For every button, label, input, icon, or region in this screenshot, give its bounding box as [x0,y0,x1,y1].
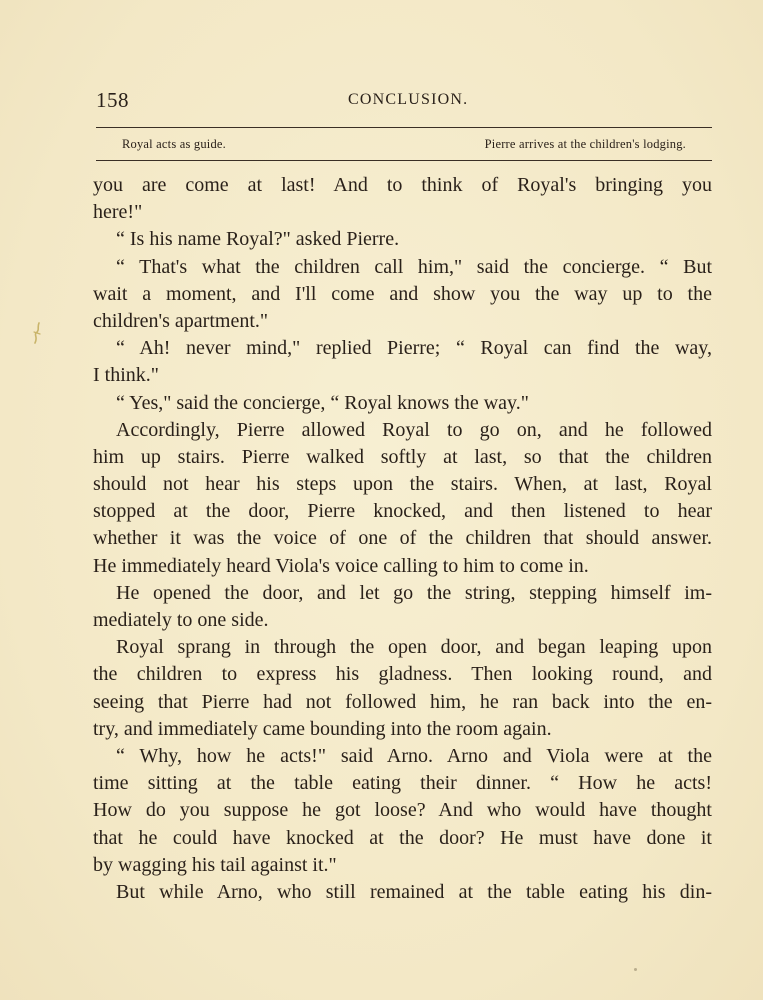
sidenote-left: Royal acts as guide. [122,137,226,151]
text-line: Accordingly, Pierre allowed Royal to go on, and he followed [116,418,712,441]
text-line: mediately to one side. [93,609,269,631]
chapter-title: CONCLUSION. [348,91,469,108]
text-line: “ Is his name Royal?" asked Pierre. [116,228,400,251]
text-line: stopped at the door, Pierre knocked, and then listened to hear [93,500,712,523]
text-line: But while Arno, who still remained at the table eating his din- [116,880,712,903]
text-line: try, and immediately came bounding into the room again. [93,717,552,740]
text-line: time sitting at the table eating their dinner. “ How he acts! [93,772,712,795]
text-line: you are come at last! And to think of Royal's bringing you [93,174,712,196]
header-rule-bottom [96,160,712,161]
text-line: “ Ah! never mind," replied Pierre; “ Royal can find the way, [116,337,712,360]
text-line: should not hear his steps upon the stairs. When, at last, Royal [93,473,712,496]
sidenotes-bar [96,137,712,155]
text-line: He opened the door, and let go the string, stepping himself im- [116,581,712,604]
text-line: “ Yes," said the concierge, “ Royal knows the way." [116,391,529,414]
text-line: children's apartment." [93,309,269,332]
text-line: wait a moment, and I'll come and show you the way up to the [93,282,712,305]
body-text [93,172,712,906]
text-line: I think." [93,364,159,387]
paper-speck [634,968,637,971]
text-line: Royal sprang in through the open door, and began leaping upon [116,636,712,659]
text-line: “ Why, how he acts!" said Arno. Arno and Viola were at the [116,744,712,767]
text-line: that he could have knocked at the door? He must have done it [93,826,712,849]
text-line: here!" [93,201,143,224]
text-line: by wagging his tail against it." [93,853,337,876]
running-head [96,88,712,112]
text-line: “ That's what the children call him," said the concierge. “ But [116,255,712,278]
text-line: whether it was the voice of one of the children that should answer. [93,527,712,550]
stray-ink-mark [32,322,42,344]
text-line: How do you suppose he got loose? And who would have thought [93,799,712,822]
page-number: 158 [96,88,129,112]
text-line: seeing that Pierre had not followed him, he ran back into the en- [93,690,712,713]
sidenote-right: Pierre arrives at the children's lodging. [484,137,686,151]
text-line: He immediately heard Viola's voice calling to him to come in. [93,554,589,577]
text-line: the children to express his gladness. Then looking round, and [93,663,712,686]
header-rule-top [96,127,712,128]
text-line: him up stairs. Pierre walked softly at last, so that the children [93,445,712,468]
